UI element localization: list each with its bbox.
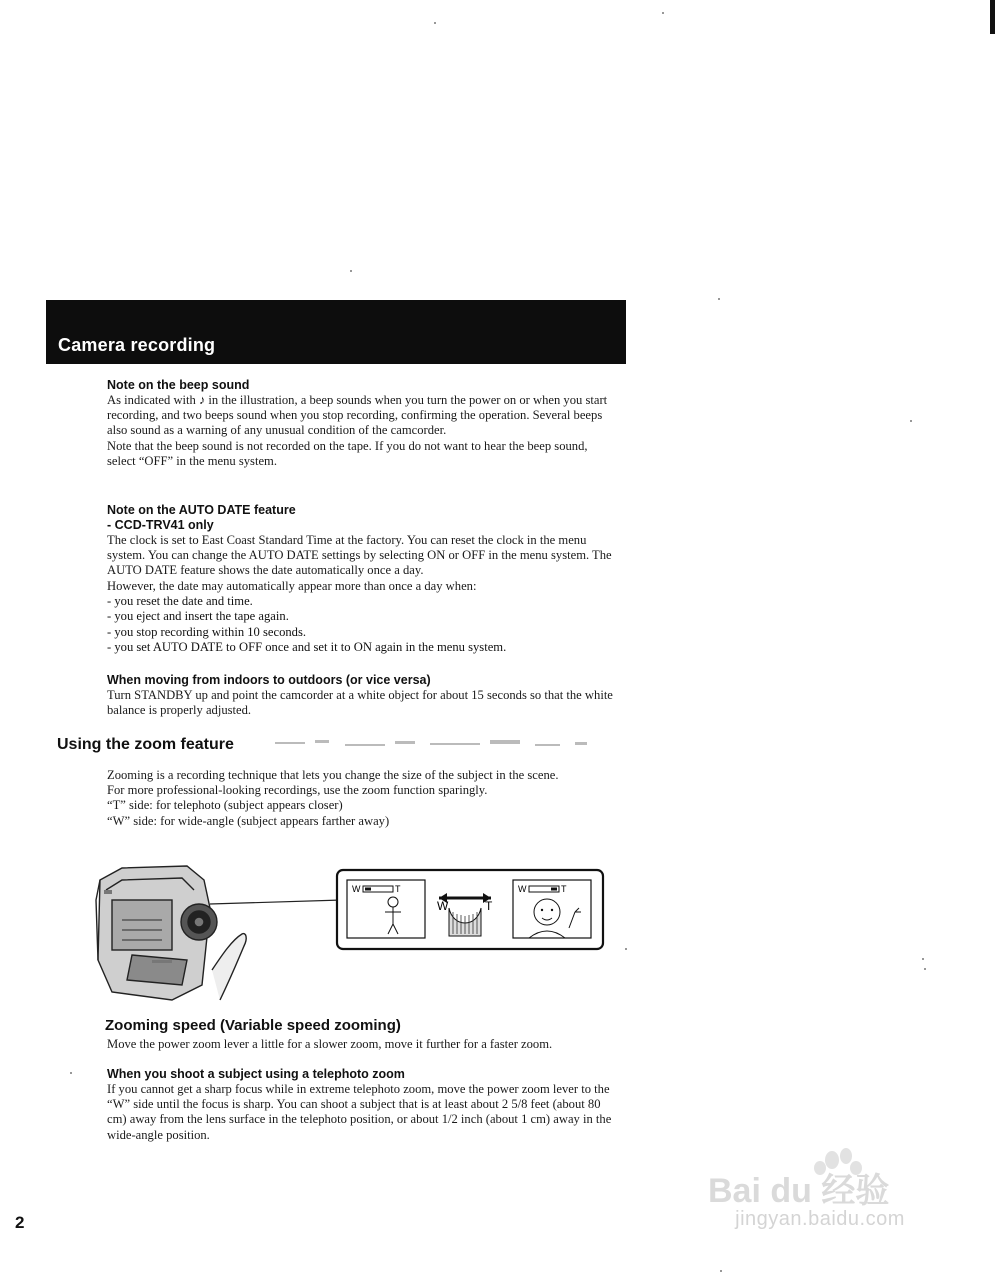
note-paragraph: As indicated with ♪ in the illustration, a beep sounds when you turn the power on or when you start recording, and two beeps sound when you stop recording, confirming the operation. Several beeps also sound as a warning of any unusual condition of the camcorder. bbox=[107, 393, 608, 438]
scan-speck bbox=[350, 270, 352, 272]
scan-speck bbox=[434, 22, 436, 24]
camcorder-illustration bbox=[92, 860, 342, 1005]
page-edge-mark bbox=[990, 0, 995, 34]
zoom-paragraph: “T” side: for telephoto (subject appears closer) bbox=[107, 798, 343, 813]
page-number: 2 bbox=[15, 1213, 25, 1232]
zoom-paragraph: Zooming is a recording technique that lets you change the size of the subject in the scene. bbox=[107, 768, 559, 782]
list-item: - you eject and insert the tape again. bbox=[107, 609, 617, 624]
note-paragraph: However, the date may automatically appear more than once a day when: bbox=[107, 578, 477, 593]
list-item: - you stop recording within 10 seconds. bbox=[107, 625, 617, 640]
lever-t-label: T bbox=[485, 899, 493, 913]
scan-speck bbox=[924, 968, 926, 970]
zoom-intro bbox=[107, 768, 617, 829]
telephoto-note bbox=[107, 1067, 617, 1143]
lever-w-label: W bbox=[437, 899, 449, 913]
note-heading: Note on the beep sound bbox=[107, 378, 250, 392]
zoom-speed-text: Move the power zoom lever a little for a slower zoom, move it further for a faster zoom. bbox=[107, 1037, 553, 1051]
section-title: Camera recording bbox=[58, 335, 216, 355]
tele-t-label: T bbox=[561, 884, 567, 894]
scan-speck bbox=[70, 1072, 72, 1074]
telephoto-heading: When you shoot a subject using a telephoto zoom bbox=[107, 1067, 405, 1081]
zoom-speed-text-block bbox=[107, 1037, 617, 1052]
wide-t-label: T bbox=[395, 884, 401, 894]
zoom-heading: Using the zoom feature bbox=[57, 736, 234, 753]
note-paragraph: Turn STANDBY up and point the camcorder at a white object for about 15 seconds so that the white balance is properly adjusted. bbox=[107, 688, 613, 718]
zoom-speed-heading: Zooming speed (Variable speed zooming) bbox=[105, 1017, 401, 1034]
tele-w-label: W bbox=[518, 884, 527, 894]
scan-speck bbox=[662, 12, 664, 14]
note-paragraph: The clock is set to East Coast Standard Time at the factory. You can reset the clock in the menu system. You can change the AUTO DATE settings by selecting ON or OFF in the menu system. The AUTO DATE feature shows the date automatically once a day. bbox=[107, 533, 612, 578]
telephoto-text: If you cannot get a sharp focus while in extreme telephoto zoom, move the power zoom lever to the “W” side until the focus is sharp. You can shoot a subject that is at least about 2 5/8 feet (about 80 cm) away from the lens surface in the telephoto position, or about 1/2 inch (about 1 cm) away in the wide-angle position. bbox=[107, 1082, 612, 1142]
note-heading: Note on the AUTO DATE feature bbox=[107, 503, 296, 517]
note-heading: When moving from indoors to outdoors (or vice versa) bbox=[107, 673, 431, 687]
zoom-paragraph: For more professional-looking recordings, use the zoom function sparingly. bbox=[107, 783, 488, 798]
scan-speck bbox=[720, 1270, 722, 1272]
list-item: - you reset the date and time. bbox=[107, 594, 617, 609]
scan-noise bbox=[255, 736, 605, 756]
note-indoors-outdoors bbox=[107, 673, 617, 718]
list-item: - you set AUTO DATE to OFF once and set it to ON again in the menu system. bbox=[107, 640, 617, 655]
note-paragraph: Note that the beep sound is not recorded on the tape. If you do not want to hear the beep sound, select “OFF” in the menu system. bbox=[107, 438, 588, 468]
scan-speck bbox=[910, 420, 912, 422]
section-banner bbox=[46, 300, 626, 364]
zoom-paragraph: “W” side: for wide-angle (subject appears farther away) bbox=[107, 813, 390, 828]
note-beep-sound bbox=[107, 378, 617, 469]
note-subheading: - CCD-TRV41 only bbox=[107, 518, 214, 532]
zoom-illustration-panel bbox=[335, 868, 605, 951]
note-auto-date bbox=[107, 503, 617, 655]
scan-speck bbox=[625, 948, 627, 950]
scan-speck bbox=[922, 958, 924, 960]
watermark-url: jingyan.baidu.com bbox=[735, 1208, 905, 1230]
bullet-list bbox=[107, 594, 617, 656]
wide-w-label: W bbox=[352, 884, 361, 894]
watermark-brand: Bai du 经验 bbox=[708, 1172, 890, 1210]
scan-speck bbox=[718, 298, 720, 300]
